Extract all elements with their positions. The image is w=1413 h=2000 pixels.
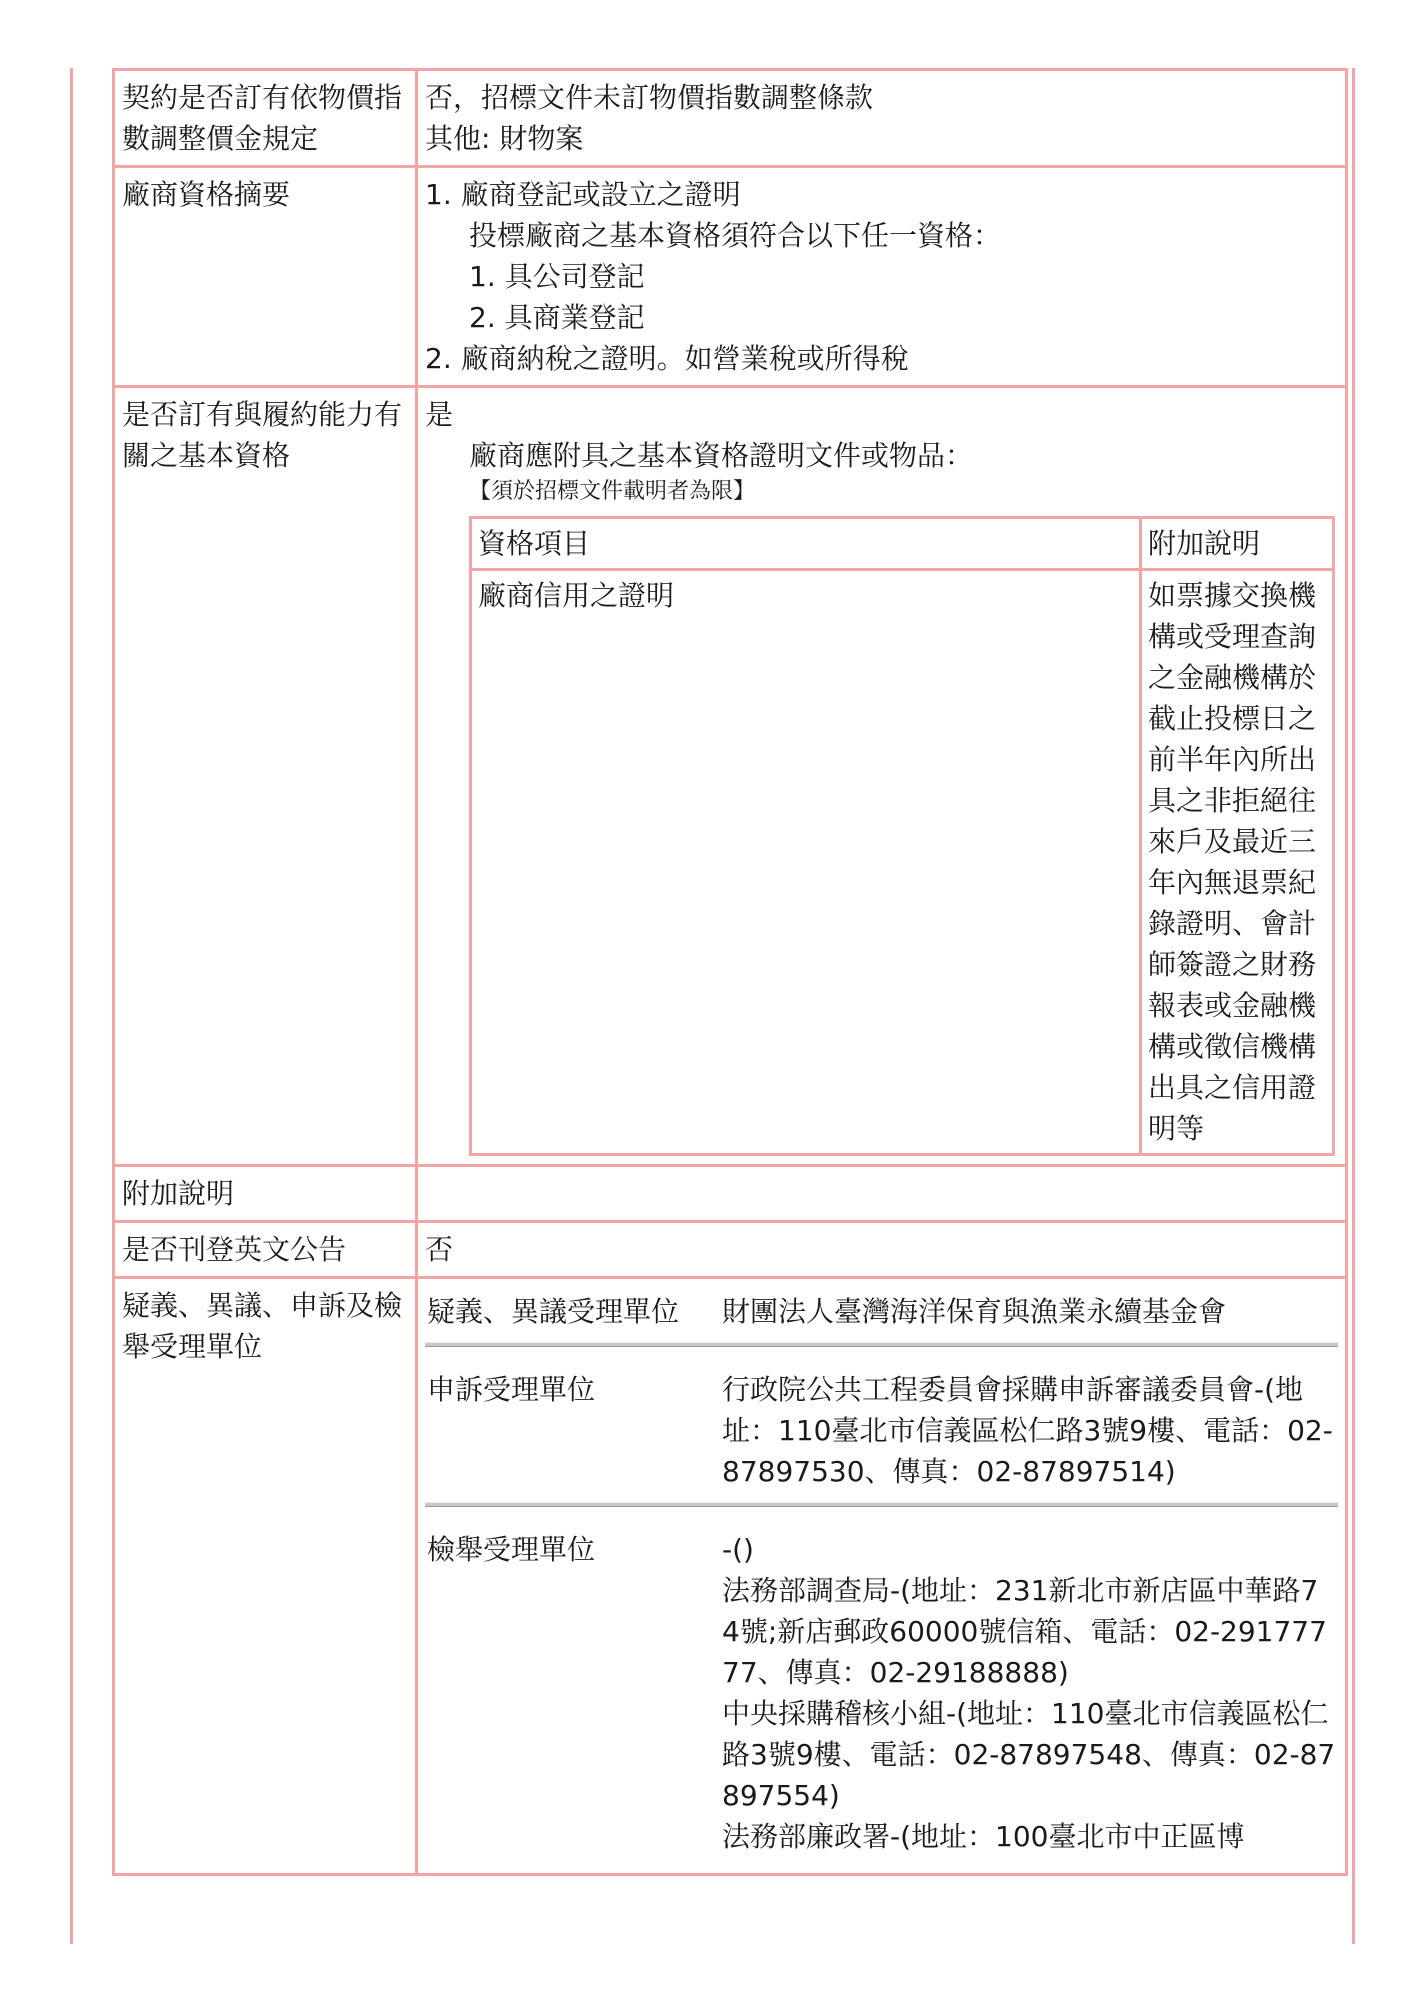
row-basic-qualification	[115, 388, 1345, 1164]
report-unit-label: 檢舉受理單位	[427, 1533, 596, 1566]
qualification-header-row	[472, 519, 1332, 568]
objection-row	[425, 1285, 1338, 1342]
value-complaint-units	[418, 1279, 1345, 1873]
vendor-qual-item1: 1. 廠商登記或設立之證明	[425, 178, 741, 211]
report-unit-value	[720, 1523, 1338, 1867]
separator	[425, 1502, 1338, 1507]
value-basic-qualification	[418, 388, 1345, 1164]
qualification-items-table	[469, 516, 1335, 1156]
qualification-credit-note: 如票據交換機構或受理查詢之金融機構於截止投標日之前半年內所出具之非拒絕往來戶及最近三年內無退票紀錄證明、會計師簽證之財務報表或金融機構或徵信機構出具之信用證明等	[1142, 571, 1332, 1153]
appeal-unit-value: 行政院公共工程委員會採購申訴審議委員會-(地址：110臺北市信義區松仁路3號9樓、電話：02-87897530、傳真：02-87897514)	[722, 1373, 1333, 1488]
report-unit-line4: 法務部廉政署-(地址：100臺北市中正區博	[722, 1820, 1245, 1853]
label-basic-qualification: 是否訂有與履約能力有關之基本資格	[115, 388, 415, 1164]
report-row	[425, 1523, 1338, 1867]
qualification-item-credit: 廠商信用之證明	[472, 571, 1139, 1153]
label-complaint-units: 疑義、異議、申訴及檢舉受理單位	[115, 1279, 415, 1873]
value-additional-note	[418, 1167, 1345, 1220]
price-index-line2: 其他: 財物案	[425, 122, 584, 155]
complaint-units-table	[425, 1285, 1338, 1867]
row-additional-note	[115, 1167, 1345, 1220]
header-qualification-item: 資格項目	[472, 519, 1139, 568]
basic-qual-answer: 是	[425, 398, 454, 431]
row-price-index	[115, 71, 1345, 165]
label-additional-note: 附加說明	[115, 1167, 415, 1220]
value-english-notice: 否	[418, 1223, 1345, 1276]
row-english-notice	[115, 1223, 1345, 1276]
separator	[425, 1342, 1338, 1347]
objection-unit-value: 財團法人臺灣海洋保育與漁業永續基金會	[722, 1295, 1227, 1328]
tender-info-table	[112, 68, 1348, 1876]
objection-unit-label: 疑義、異議受理單位	[427, 1295, 680, 1328]
report-unit-line1: -()	[722, 1533, 754, 1566]
qualification-row	[472, 571, 1332, 1153]
row-complaint-units	[115, 1279, 1345, 1873]
vendor-qual-item2: 2. 廠商納稅之證明。如營業稅或所得稅	[425, 342, 909, 375]
basic-qual-note: 【須於招標文件載明者為限】	[469, 479, 756, 504]
header-additional-note: 附加說明	[1142, 519, 1332, 568]
vendor-qual-item1-sub2: 2. 具商業登記	[469, 301, 645, 334]
label-price-index: 契約是否訂有依物價指數調整價金規定	[115, 71, 415, 165]
vendor-qual-item1-desc: 投標廠商之基本資格須符合以下任一資格：	[469, 219, 1002, 252]
value-price-index	[418, 71, 1345, 165]
price-index-line1: 否，招標文件未訂物價指數調整條款	[425, 81, 874, 114]
value-vendor-qualification	[418, 168, 1345, 385]
vendor-qual-item1-sub1: 1. 具公司登記	[469, 260, 645, 293]
basic-qual-desc: 廠商應附具之基本資格證明文件或物品：	[469, 439, 974, 472]
label-english-notice: 是否刊登英文公告	[115, 1223, 415, 1276]
row-vendor-qualification	[115, 168, 1345, 385]
appeal-row	[425, 1363, 1338, 1502]
report-unit-line3: 中央採購稽核小組-(地址：110臺北市信義區松仁路3號9樓、電話：02-87897548、傳真：02-87897554)	[722, 1697, 1336, 1812]
appeal-unit-label: 申訴受理單位	[427, 1373, 596, 1406]
report-unit-line2: 法務部調查局-(地址：231新北市新店區中華路74號;新店郵政60000號信箱、電話：02-29177777、傳真：02-29188888)	[722, 1574, 1327, 1689]
label-vendor-qualification: 廠商資格摘要	[115, 168, 415, 385]
